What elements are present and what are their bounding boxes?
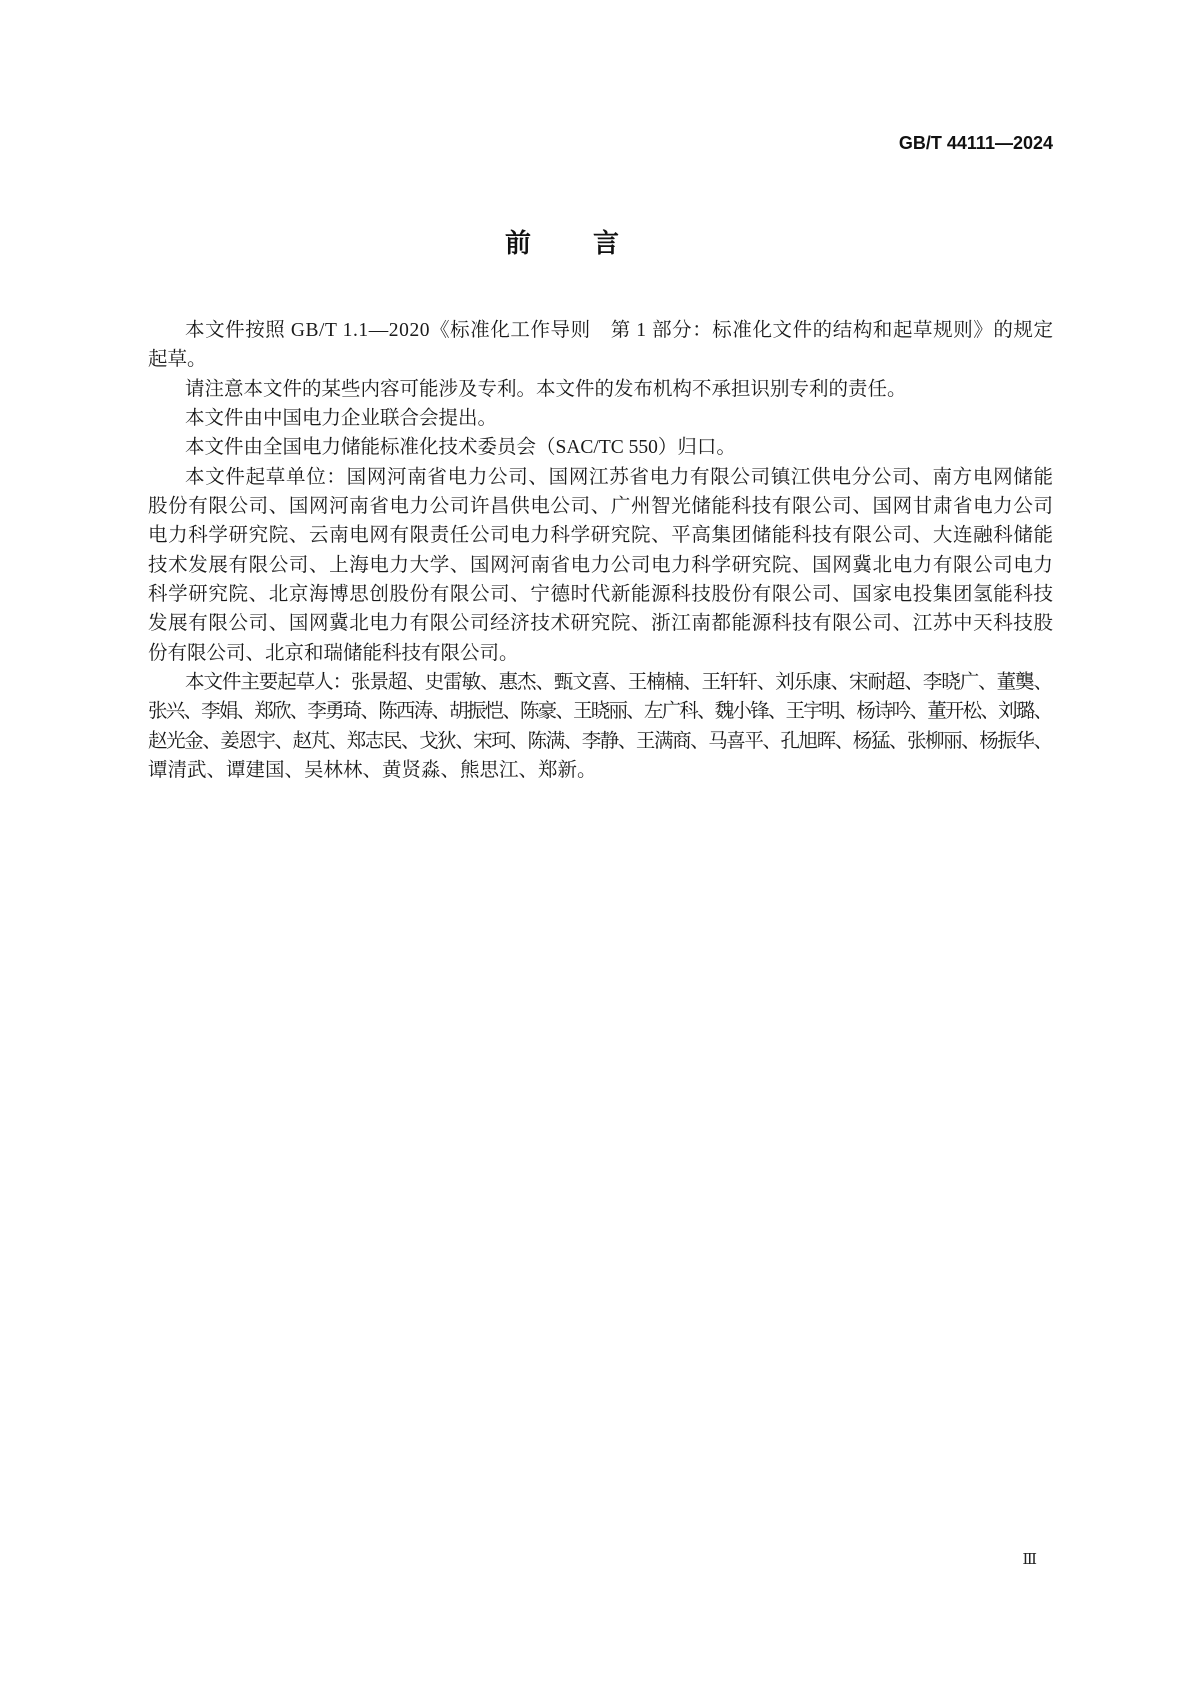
paragraph-patent-notice xyxy=(148,375,1053,404)
text-line xyxy=(148,727,1053,756)
text-line-content: 本文件按照 GB/T 1.1—2020《标准化工作导则 第 1 部分：标准化文件的结构和起草规则》的规定 xyxy=(185,320,1054,341)
standard-code-header: GB/T 44111—2024 xyxy=(898,133,1053,153)
text-line-content: 本文件起草单位：国网河南省电力公司、国网江苏省电力有限公司镇江供电分公司、南方电网储能 xyxy=(185,466,1054,488)
text-line-content: 请注意本文件的某些内容可能涉及专利。本文件的发布机构不承担识别专利的责任。 xyxy=(185,378,907,400)
text-line-content: 科学研究院、北京海博思创股份有限公司、宁德时代新能源科技股份有限公司、国家电投集团氢能科技 xyxy=(148,583,1054,605)
text-line xyxy=(148,551,1053,580)
paragraph-drafters xyxy=(148,668,1053,785)
text-line xyxy=(148,345,1053,374)
text-line xyxy=(148,463,1053,492)
text-line xyxy=(148,433,1053,462)
paragraph-drafting-units xyxy=(148,463,1053,668)
paragraph-drafting-basis xyxy=(148,316,1053,375)
text-line-content: 股份有限公司、国网河南省电力公司许昌供电公司、广州智光储能科技有限公司、国网甘肃省电力公司 xyxy=(148,495,1054,517)
text-line-content: 电力科学研究院、云南电网有限责任公司电力科学研究院、平高集团储能科技有限公司、大连融科储能 xyxy=(148,525,1054,547)
text-line xyxy=(148,375,1053,404)
text-line-content: 本文件由中国电力企业联合会提出。 xyxy=(185,407,498,429)
preface-body xyxy=(148,316,1053,785)
text-line xyxy=(148,521,1053,550)
preface-title: 前 言 xyxy=(505,228,638,258)
text-line xyxy=(148,609,1053,638)
text-line xyxy=(148,639,1053,668)
text-line-content: 谭清武、谭建国、吴林林、黄贤淼、熊思江、郑新。 xyxy=(148,759,597,781)
text-line-content: 张兴、李娟、郑欣、李勇琦、陈西涛、胡振恺、陈豪、王晓丽、左广科、魏小锋、王宇明、杨诗吟、董开松、刘璐、 xyxy=(148,701,1052,723)
text-line xyxy=(148,697,1053,726)
text-line xyxy=(148,492,1053,521)
text-line-content: 起草。 xyxy=(148,349,207,371)
text-line-content: 赵光金、姜恩宇、赵芃、郑志民、戈狄、宋珂、陈满、李静、王满商、马喜平、孔旭晖、杨猛、张柳丽、杨振华、 xyxy=(148,730,1052,752)
text-line-content: 份有限公司、北京和瑞储能科技有限公司。 xyxy=(148,642,519,664)
paragraph-proposer xyxy=(148,404,1053,433)
text-line xyxy=(148,316,1053,345)
text-line-content: 技术发展有限公司、上海电力大学、国网河南省电力公司电力科学研究院、国网冀北电力有限公司电力 xyxy=(148,554,1054,576)
text-line xyxy=(148,404,1053,433)
paragraph-responsible-committee xyxy=(148,433,1053,462)
text-line xyxy=(148,668,1053,697)
text-line-content: 发展有限公司、国网冀北电力有限公司经济技术研究院、浙江南都能源科技有限公司、江苏中天科技股 xyxy=(148,613,1054,635)
page-number: Ⅲ xyxy=(1022,1552,1037,1568)
text-line-content: 本文件由全国电力储能标准化技术委员会（SAC/TC 550）归口。 xyxy=(185,437,736,459)
text-line xyxy=(148,580,1053,609)
text-line-content: 本文件主要起草人：张景超、史雷敏、惠杰、甄文喜、王楠楠、王轩轩、刘乐康、宋耐超、李晓广、董龑、 xyxy=(185,671,1052,693)
text-line xyxy=(148,756,1053,785)
